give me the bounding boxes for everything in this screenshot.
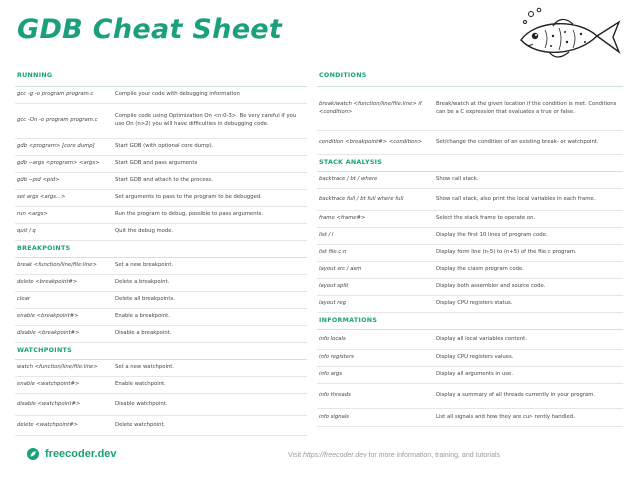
- command: list file.c:n: [319, 249, 347, 256]
- section-heading-breakpoints: BREAKPOINTS: [15, 241, 307, 258]
- page-title: GDB Cheat Sheet: [17, 14, 283, 45]
- description: List all signals and how they are cur- rently handled.: [436, 413, 575, 420]
- table-row: [317, 384, 623, 409]
- description: Disable a breakpoint.: [115, 330, 172, 337]
- table-row: [15, 224, 307, 241]
- table-row: [317, 189, 623, 211]
- description: Set arguments to pass to the program to be debugged.: [115, 194, 262, 201]
- description: Disable watchpoint.: [115, 400, 168, 407]
- table-row: [15, 87, 307, 104]
- gdb-fish-logo: [515, 6, 625, 68]
- command: watch <function/line/file:line>: [17, 364, 98, 371]
- table-row: [317, 296, 623, 313]
- section-heading-watchpoints: WATCHPOINTS: [15, 343, 307, 360]
- table-row: [317, 350, 623, 367]
- table-row: [15, 309, 307, 326]
- table-row: [317, 330, 623, 350]
- command: backtrace full / bt full where full: [319, 195, 404, 202]
- section-heading-informations: INFORMATIONS: [317, 313, 623, 330]
- footer-link[interactable]: https://freecoder.dev: [303, 452, 367, 459]
- command: break/watch <function/line/file:line> if <condition>: [319, 100, 422, 115]
- description: Show call stack, also print the local variables in each frame.: [436, 195, 596, 202]
- leaf-icon: [27, 448, 39, 460]
- table-row: [317, 262, 623, 279]
- command: gdb --pid <pid>: [17, 177, 60, 184]
- description: Display all arguments in use.: [436, 371, 513, 378]
- command: quit / q: [17, 228, 36, 235]
- table-row: [15, 394, 307, 416]
- command: gdb <program> [core dump]: [17, 143, 95, 150]
- footer-note: [288, 452, 500, 459]
- description: Delete a breakpoint.: [115, 279, 170, 286]
- left-column: [15, 72, 307, 436]
- table-row: [15, 207, 307, 224]
- command: set args <args...>: [17, 194, 66, 201]
- command: layout split: [319, 283, 349, 290]
- footer-text-after: for more information, training, and tutorials: [366, 452, 501, 459]
- command: enable <watchpoint#>: [17, 381, 80, 388]
- footer-text-before: Visit: [288, 452, 304, 459]
- description: Break/watch at the given location if the condition is met. Conditions can be a C expression that evaluates a true or false.: [436, 100, 617, 115]
- table-row: [15, 292, 307, 309]
- table-row: [15, 190, 307, 207]
- command: info args: [319, 371, 343, 378]
- description: Set/change the condition of an existing break- or watchpoint.: [436, 138, 599, 145]
- table-row: [317, 87, 623, 131]
- description: Set a new watchpoint.: [115, 364, 175, 371]
- command: info signals: [319, 413, 350, 420]
- command: clear: [17, 296, 31, 303]
- command: gdb --args <program> <args>: [17, 160, 100, 167]
- description: Start GDB and attach to the process.: [115, 177, 213, 184]
- command: info threads: [319, 392, 351, 399]
- command: backtrace / bt / where: [319, 176, 378, 183]
- description: Delete watchpoint.: [115, 421, 166, 428]
- table-row: [15, 416, 307, 436]
- description: Run the program to debug, possible to pass arguments.: [115, 211, 264, 218]
- table-row: [15, 377, 307, 394]
- command: frame <frame#>: [319, 215, 366, 222]
- table-row: [317, 279, 623, 296]
- table-row: [317, 228, 623, 245]
- description: Display all local variables content.: [436, 335, 527, 342]
- section-heading-running: RUNNING: [15, 72, 307, 87]
- description: Display both assembler and source code.: [436, 283, 546, 290]
- command: delete <watchpoint#>: [17, 421, 79, 428]
- table-row: [15, 139, 307, 156]
- command: gcc -g -o program program.c: [17, 91, 94, 98]
- command: layout reg: [319, 300, 347, 307]
- command: delete <breakpoint#>: [17, 279, 78, 286]
- section-heading-stack-analysis: STACK ANALYSIS: [317, 155, 623, 172]
- table-row: [15, 360, 307, 377]
- command: disable <watchpoint#>: [17, 400, 81, 407]
- description: Compile your code with debugging information: [115, 91, 240, 98]
- description: Display a summary of all threads currently in your program.: [436, 392, 596, 399]
- description: Display CPU registers status.: [436, 300, 513, 307]
- description: Show call stack.: [436, 176, 479, 183]
- description: Compile code using Optimization On <n:0-3>. Be very careful if you use On (n>2) you will have difficulties in debugging code.: [115, 113, 297, 127]
- brand-logo[interactable]: [27, 448, 117, 460]
- description: Display CPU registers values.: [436, 354, 514, 361]
- command: disable <breakpoint#>: [17, 330, 80, 337]
- table-row: [15, 173, 307, 190]
- table-row: [15, 104, 307, 139]
- table-row: [15, 275, 307, 292]
- right-column: [317, 72, 623, 427]
- description: Set a new breakpoint.: [115, 262, 174, 269]
- description: Display form line (n-5) to (n+5) of the file.c program.: [436, 249, 577, 256]
- command: run <args>: [17, 211, 48, 218]
- table-row: [317, 409, 623, 427]
- table-row: [317, 245, 623, 262]
- description: Quit the debug mode.: [115, 228, 174, 235]
- table-row: [317, 211, 623, 228]
- table-row: [15, 326, 307, 343]
- command: info locals: [319, 335, 346, 342]
- command: list / l: [319, 232, 334, 239]
- command: condition <breakpoint#> <condition>: [319, 138, 423, 145]
- command: layout src / asm: [319, 266, 362, 273]
- description: Start GDB and pass arguments: [115, 160, 198, 167]
- table-row: [317, 367, 623, 384]
- command: info registers: [319, 354, 354, 361]
- brand-name: freecoder.dev: [45, 448, 117, 460]
- command: enable <breakpoint#>: [17, 313, 79, 320]
- command: gcc -On -o program program.c: [17, 117, 98, 124]
- table-row: [317, 131, 623, 155]
- description: Start GDB (with optional core dump).: [115, 143, 214, 150]
- table-row: [317, 172, 623, 189]
- description: Delete all breakpoints.: [115, 296, 175, 303]
- section-heading-conditions: CONDITIONS: [317, 72, 623, 87]
- command: break <function/line/file:line>: [17, 262, 97, 269]
- description: Enable a breakpoint.: [115, 313, 170, 320]
- description: Select the stack frame to operate on.: [436, 215, 536, 222]
- table-row: [15, 258, 307, 275]
- description: Display the first 10 lines of program code.: [436, 232, 548, 239]
- description: Enable watchpoint.: [115, 381, 166, 388]
- description: Display the c/asm program code.: [436, 266, 524, 273]
- table-row: [15, 156, 307, 173]
